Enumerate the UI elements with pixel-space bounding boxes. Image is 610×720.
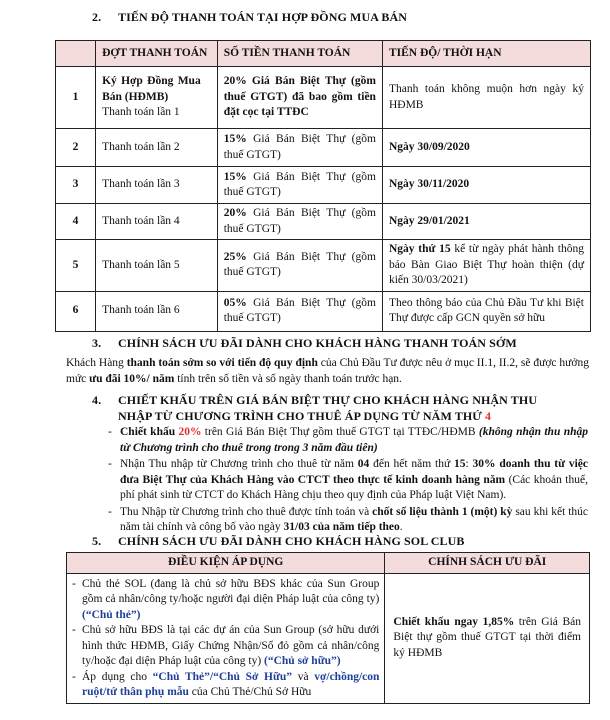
header-conditions: ĐIỀU KIỆN ÁP DỤNG [67,553,385,574]
list-item: - Chủ thẻ SOL (đang là chủ sở hữu BĐS khác của Sun Group gồm cả nhân/công ty/hoặc người đại diện Pháp luật của công ty) (“Chủ thẻ”) [70,577,379,624]
amount-cell: 15% Giá Bán Biệt Thự (gồm thuế GTGT) [217,129,382,167]
period-cell: Thanh toán lần 6 [96,291,218,331]
amount-cell: 15% Giá Bán Biệt Thự (gồm thuế GTGT) [217,167,382,204]
list-item: - Nhận Thu nhập từ Chương trình cho thuê từ năm 04 đến hết năm thứ 15: 30% doanh thu từ việc đưa Biệt Thự của Khách Hàng vào CTCT theo thực tế kinh doanh hàng năm (Các khoản thuế, phí phát sinh từ CTCT do Khách Hàng chịu theo quy định của Pháp luật Việt Nam). [106,457,588,504]
table-row: 1 Ký Hợp Đồng Mua Bán (HĐMB) Thanh toán lần 1 20% Giá Bán Biệt Thự (gồm thuế GTGT) đã bao gồm tiền đặt cọc tại TTĐC Thanh toán không muộn hơn ngày ký HĐMB [56,67,591,129]
table-row: 6 Thanh toán lần 6 05% Giá Bán Biệt Thự (gồm thuế GTGT) Theo thông báo của Chủ Đầu Tư khi Biệt Thự được cấp GCN quyền sở hữu [56,291,591,331]
policy-cell: Chiết khấu ngay 1,85% trên Giá Bán Biệt thự gồm thuế GTGT tại thời điểm ký HĐMB [385,573,590,703]
period-cell: Ký Hợp Đồng Mua Bán (HĐMB) Thanh toán lần 1 [96,67,218,129]
table-header-row [67,553,590,574]
list-item: - Chủ sở hữu BĐS là tại các dự án của Sun Group (sở hữu dưới hình thức HĐMB, Giấy Chứng Nhận/Sổ đỏ gồm cả nhân/công ty/hoặc đại diện Pháp luật của công ty) (“Chủ sở hữu”) [70,623,379,670]
table-row: 2 Thanh toán lần 2 15% Giá Bán Biệt Thự (gồm thuế GTGT) Ngày 30/09/2020 [56,129,591,167]
amount-cell: 25% Giá Bán Biệt Thự (gồm thuế GTGT) [217,240,382,292]
period-cell: Thanh toán lần 4 [96,204,218,240]
period-cell: Thanh toán lần 2 [96,129,218,167]
deadline-cell: Ngày 29/01/2021 [382,204,590,240]
table-row: 3 Thanh toán lần 3 15% Giá Bán Biệt Thự (gồm thuế GTGT) Ngày 30/11/2020 [56,167,591,204]
deadline-cell: Theo thông báo của Chủ Đầu Tư khi Biệt Thự được cấp GCN quyền sở hữu [382,291,590,331]
deadline-cell: Ngày 30/09/2020 [382,129,590,167]
conditions-cell [67,573,385,703]
header-index [56,41,96,67]
section-2-heading: 2. TIẾN ĐỘ THANH TOÁN TẠI HỢP ĐỒNG MUA BÁN [92,10,408,24]
amount-cell: 05% Giá Bán Biệt Thự (gồm thuế GTGT) [217,291,382,331]
section-3-heading: 3. CHÍNH SÁCH ƯU ĐÃI DÀNH CHO KHÁCH HÀNG THANH TOÁN SỚM [92,336,517,350]
amount-cell: 20% Giá Bán Biệt Thự (gồm thuế GTGT) đã bao gồm tiền đặt cọc tại TTĐC [217,67,382,129]
list-item: - Thu Nhập từ Chương trình cho thuê được tính toán và chốt số liệu thành 1 (một) kỳ sau khi kết thúc năm tài chính và công bố vào ngày 31/03 của năm tiếp theo. [106,505,588,536]
header-period: ĐỢT THANH TOÁN [96,41,218,67]
header-amount: SỐ TIỀN THANH TOÁN [217,41,382,67]
early-payment-paragraph: Khách Hàng thanh toán sớm so với tiến độ quy định của Chủ Đầu Tư được nêu ở mục II.1, II.2, sẽ được hưởng mức ưu đãi 10%/ năm tính trên số tiền và số ngày thanh toán trước hạn. [66,357,589,385]
table-row: 5 Thanh toán lần 5 25% Giá Bán Biệt Thự (gồm thuế GTGT) Ngày thứ 15 kể từ ngày phát hành thông báo Bàn Giao Biệt Thự hoàn thiện (dự kiến 30/03/2021) [56,240,591,292]
payment-schedule-table [55,40,591,332]
table-header-row [56,41,591,67]
period-cell: Thanh toán lần 5 [96,240,218,292]
deadline-cell: Ngày 30/11/2020 [382,167,590,204]
rental-discount-list [106,425,588,537]
table-row [67,573,590,703]
header-deadline: TIẾN ĐỘ/ THỜI HẠN [382,41,590,67]
table-row: 4 Thanh toán lần 4 20% Giá Bán Biệt Thự (gồm thuế GTGT) Ngày 29/01/2021 [56,204,591,240]
list-item: - Áp dụng cho “Chủ Thẻ”/“Chủ Sở Hữu” và vợ/chồng/con ruột/tứ thân phụ mẫu của Chủ Thẻ/Chủ Sở Hữu [70,670,379,701]
list-item: - Chiết khấu 20% trên Giá Bán Biệt Thự gồm thuế GTGT tại TTĐC/HĐMB (không nhận thu nhập từ Chương trình cho thuê trong trong 3 năm đầu tiên) [106,425,588,456]
period-cell: Thanh toán lần 3 [96,167,218,204]
deadline-cell: Ngày thứ 15 kể từ ngày phát hành thông báo Bàn Giao Biệt Thự hoàn thiện (dự kiến 30/03/2021) [382,240,590,292]
sol-club-table [66,552,590,704]
section-4-heading: 4. CHIẾT KHẤU TRÊN GIÁ BÁN BIỆT THỰ CHO KHÁCH HÀNG NHẬN THU NHẬP TỪ CHƯƠNG TRÌNH CHO THUÊ ÁP DỤNG TỪ NĂM THỨ 4 [92,393,538,423]
header-policy: CHÍNH SÁCH ƯU ĐÃI [385,553,590,574]
amount-cell: 20% Giá Bán Biệt Thự (gồm thuế GTGT) [217,204,382,240]
section-5-heading: 5. CHÍNH SÁCH ƯU ĐÃI DÀNH CHO KHÁCH HÀNG SOL CLUB [92,534,465,548]
deadline-cell: Thanh toán không muộn hơn ngày ký HĐMB [382,67,590,129]
